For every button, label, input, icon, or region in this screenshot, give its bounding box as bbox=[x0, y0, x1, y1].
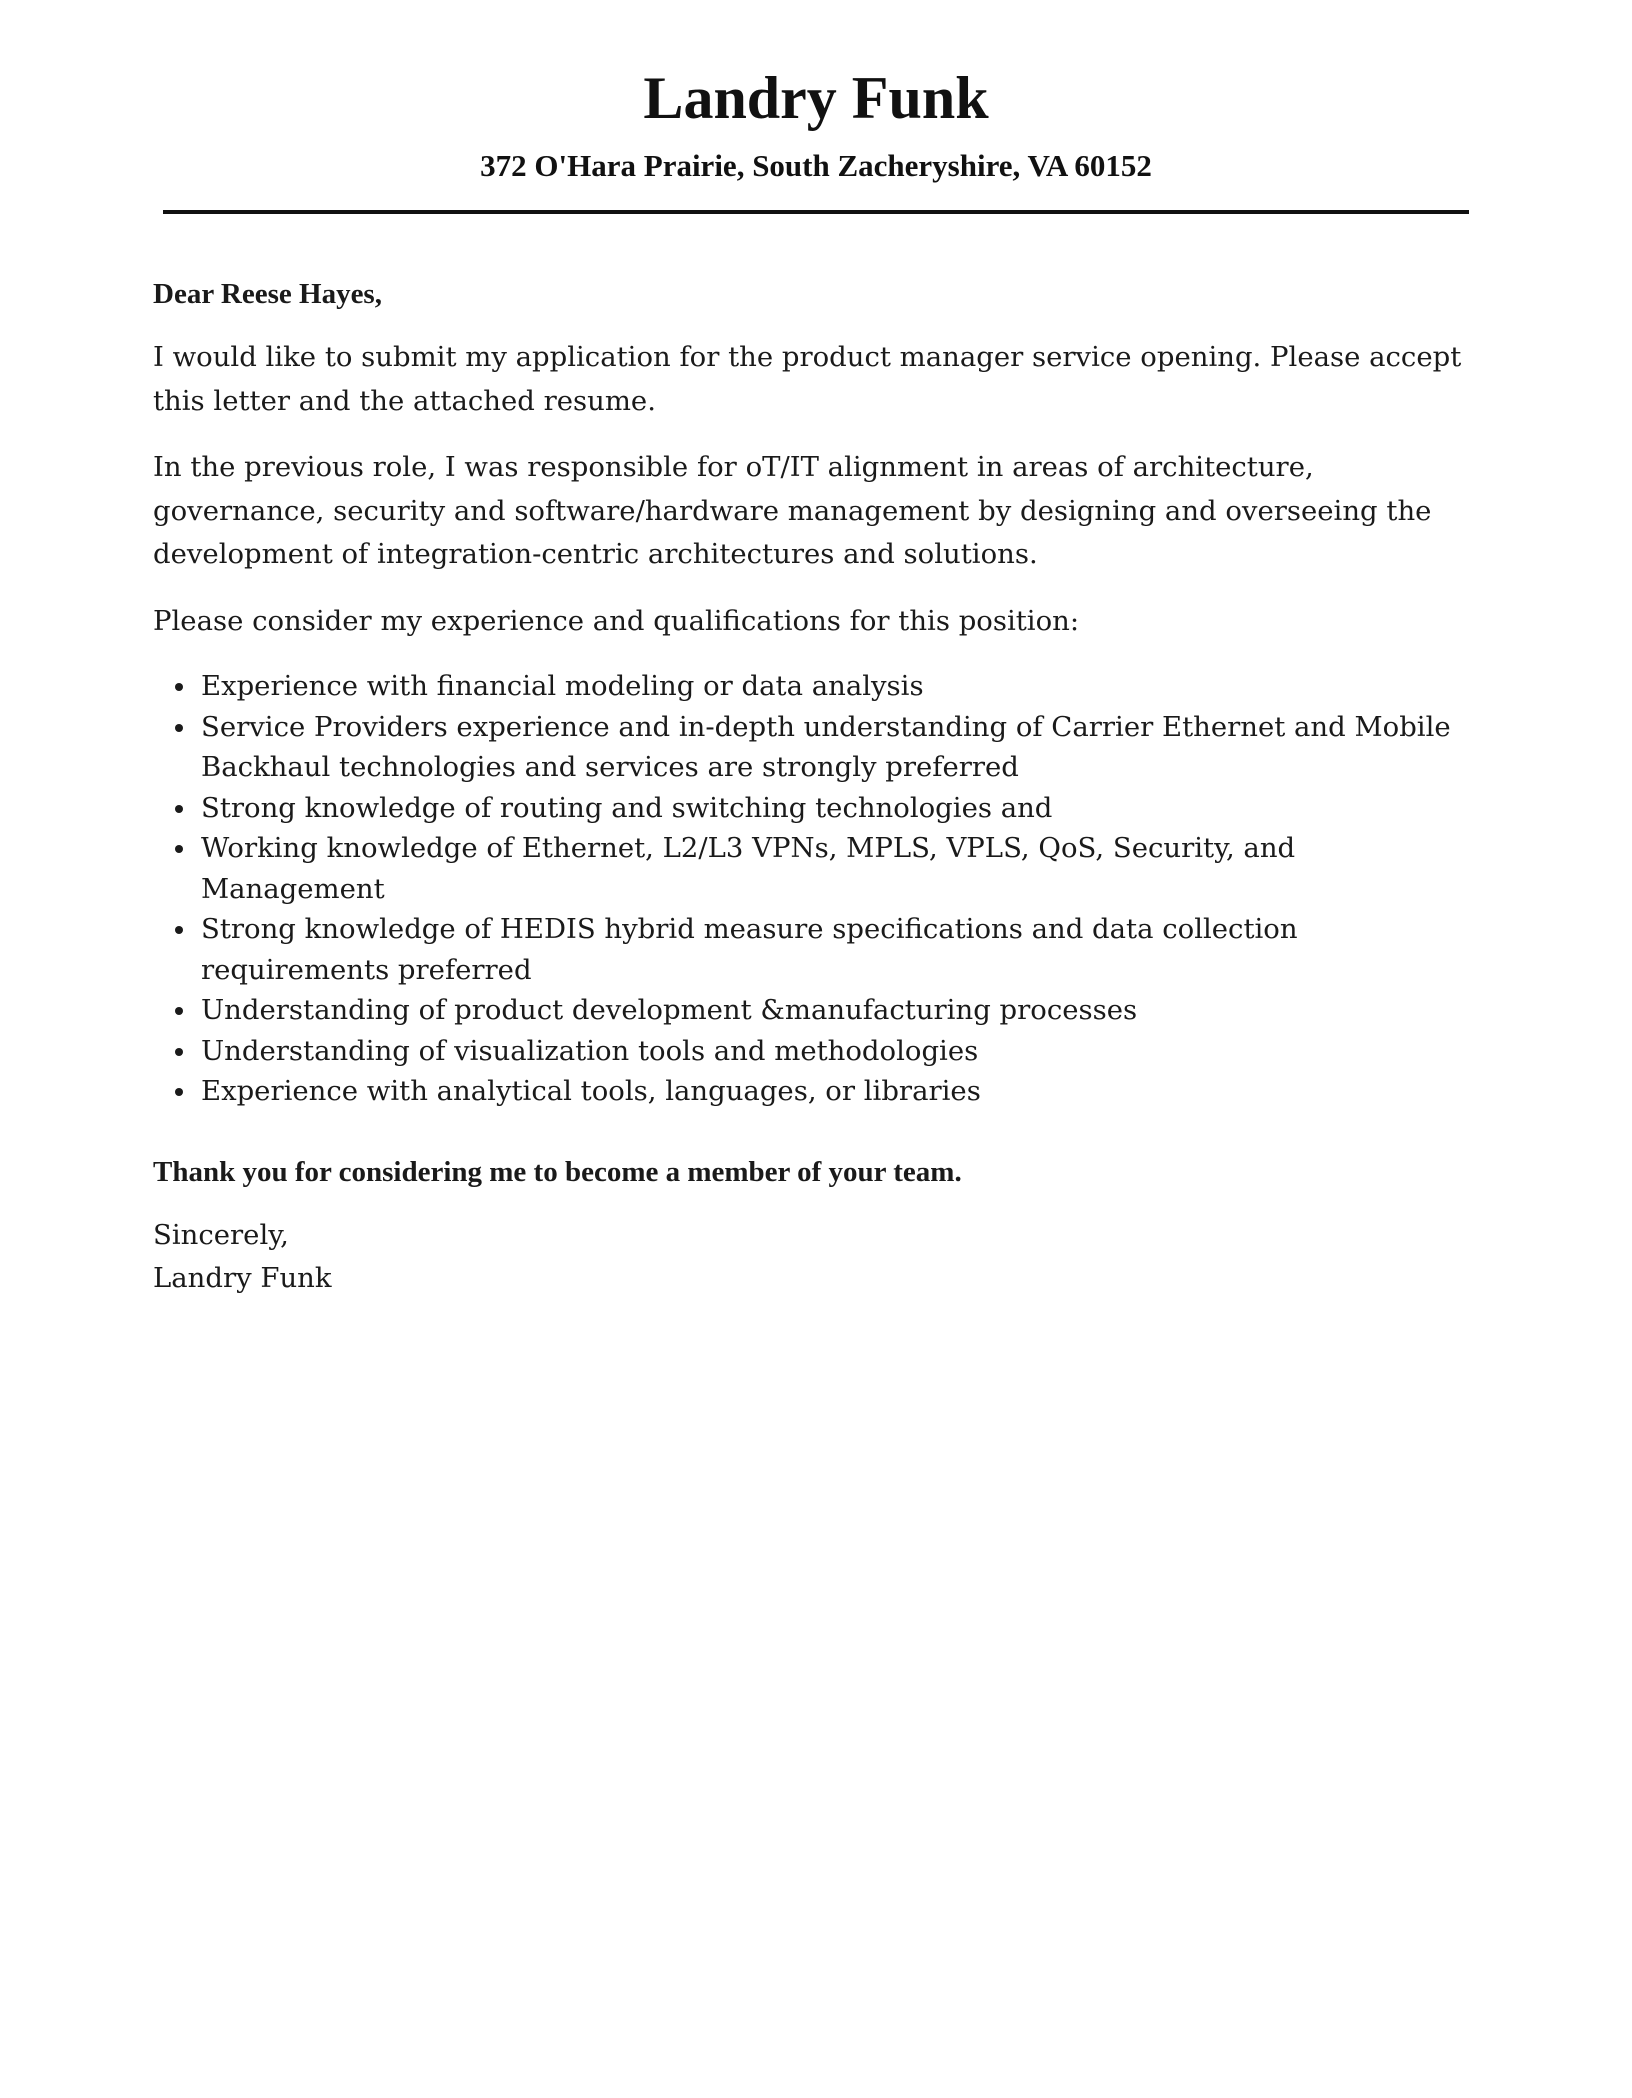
list-item bbox=[153, 707, 1473, 788]
list-item bbox=[153, 909, 1473, 990]
list-item-text: Strong knowledge of HEDIS hybrid measure specifications and data collection requirements preferred bbox=[201, 913, 1298, 986]
qualifications-list bbox=[153, 666, 1473, 1112]
qualifications-intro: Please consider my experience and qualifications for this position: bbox=[153, 604, 1080, 637]
signoff: Sincerely, bbox=[153, 1218, 289, 1251]
list-item-text: Understanding of visualization tools and methodologies bbox=[201, 1034, 979, 1067]
letter-body bbox=[153, 274, 1473, 1300]
bullet-icon bbox=[175, 805, 183, 813]
list-item bbox=[153, 788, 1473, 829]
applicant-name: Landry Funk bbox=[643, 65, 989, 131]
header-divider bbox=[163, 210, 1469, 214]
bullet-icon bbox=[175, 1048, 183, 1056]
bullet-icon bbox=[175, 1007, 183, 1015]
list-item-text: Experience with analytical tools, languages, or libraries bbox=[201, 1075, 981, 1107]
applicant-address: 372 O'Hara Prairie, South Zacheryshire, VA 60152 bbox=[480, 148, 1152, 183]
list-item bbox=[153, 1071, 1473, 1112]
bullet-icon bbox=[175, 683, 183, 691]
bullet-icon bbox=[175, 724, 183, 732]
signature-name: Landry Funk bbox=[153, 1261, 332, 1294]
list-item-text: Experience with financial modeling or data analysis bbox=[201, 670, 924, 702]
list-item-text: Understanding of product development &manufacturing processes bbox=[201, 994, 1138, 1026]
list-item bbox=[153, 828, 1473, 909]
list-item bbox=[153, 666, 1473, 707]
salutation: Dear Reese Hayes, bbox=[153, 278, 382, 310]
bullet-icon bbox=[175, 926, 183, 934]
list-item-text: Strong knowledge of routing and switching technologies and bbox=[201, 791, 1053, 824]
list-item bbox=[153, 1031, 1473, 1072]
list-item-text: Service Providers experience and in-depth understanding of Carrier Ethernet and Mobile Backhaul technologies and services are strongly preferred bbox=[201, 710, 1451, 783]
list-item-text: Working knowledge of Ethernet, L2/L3 VPNs, MPLS, VPLS, QoS, Security, and Management bbox=[201, 832, 1296, 905]
bullet-icon bbox=[175, 1088, 183, 1096]
bullet-icon bbox=[175, 845, 183, 853]
intro-paragraph: I would like to submit my application for the product manager service opening. Please accept this letter and the attached resume. bbox=[153, 341, 1462, 417]
closing-line: Thank you for considering me to become a member of your team. bbox=[153, 1155, 962, 1188]
list-item bbox=[153, 990, 1473, 1031]
letter-header bbox=[163, 60, 1469, 183]
experience-paragraph: In the previous role, I was responsible for oT/IT alignment in areas of architecture, governance, security and software/hardware management by designing and overseeing the development of integration-centric architectures and solutions. bbox=[153, 451, 1432, 570]
